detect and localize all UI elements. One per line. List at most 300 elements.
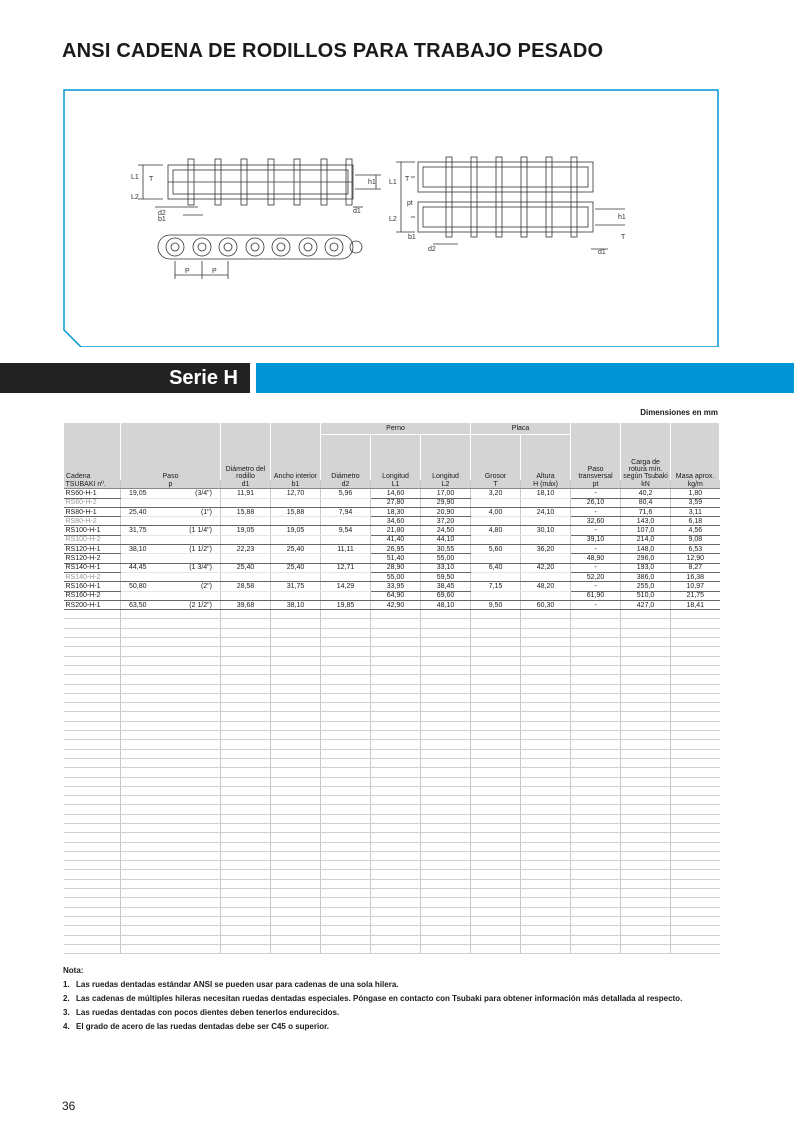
empty-row <box>64 740 720 749</box>
empty-cell <box>271 684 321 693</box>
empty-row <box>64 898 720 907</box>
notes <box>63 964 723 1034</box>
table-cell: 7,94 <box>321 507 371 516</box>
empty-cell <box>64 628 121 637</box>
empty-cell <box>571 638 621 647</box>
empty-cell <box>571 916 621 925</box>
empty-cell <box>371 861 421 870</box>
empty-cell <box>421 712 471 721</box>
empty-cell <box>571 851 621 860</box>
table-cell: 193,0 <box>621 563 671 572</box>
table-cell <box>271 517 321 526</box>
empty-cell <box>521 944 571 953</box>
empty-cell <box>271 740 321 749</box>
empty-row <box>64 916 720 925</box>
empty-cell <box>64 777 121 786</box>
empty-cell <box>321 749 371 758</box>
note-item <box>63 978 723 992</box>
table-cell <box>321 591 371 600</box>
empty-cell <box>421 851 471 860</box>
empty-cell <box>521 749 571 758</box>
empty-cell <box>421 610 471 619</box>
empty-cell <box>671 833 720 842</box>
table-cell: 33,10 <box>421 563 471 572</box>
empty-cell <box>321 851 371 860</box>
empty-cell <box>571 898 621 907</box>
empty-row <box>64 684 720 693</box>
table-cell <box>121 572 221 581</box>
empty-cell <box>521 638 571 647</box>
empty-cell <box>321 656 371 665</box>
empty-cell <box>621 684 671 693</box>
empty-cell <box>371 768 421 777</box>
empty-cell <box>571 935 621 944</box>
empty-cell <box>521 628 571 637</box>
empty-cell <box>121 703 221 712</box>
empty-cell <box>321 870 371 879</box>
empty-cell <box>321 823 371 832</box>
table-cell: RS160-H-1 <box>64 582 121 591</box>
empty-cell <box>64 879 121 888</box>
empty-cell <box>471 656 521 665</box>
table-cell: 3,11 <box>671 507 720 516</box>
table-cell: 4,80 <box>471 526 521 535</box>
empty-row <box>64 619 720 628</box>
empty-cell <box>571 786 621 795</box>
svg-text:L1: L1 <box>389 179 397 186</box>
table-cell <box>471 517 521 526</box>
empty-cell <box>421 656 471 665</box>
empty-cell <box>221 879 271 888</box>
empty-cell <box>64 796 121 805</box>
empty-cell <box>671 610 720 619</box>
table-cell: 28,58 <box>221 582 271 591</box>
empty-row <box>64 749 720 758</box>
table-cell <box>121 545 221 554</box>
empty-cell <box>371 758 421 767</box>
empty-cell <box>571 796 621 805</box>
table-cell: 16,38 <box>671 572 720 581</box>
table-cell: 510,0 <box>621 591 671 600</box>
empty-row <box>64 721 720 730</box>
empty-cell <box>421 786 471 795</box>
empty-cell <box>671 684 720 693</box>
empty-cell <box>221 889 271 898</box>
empty-cell <box>321 861 371 870</box>
empty-cell <box>471 712 521 721</box>
table-cell: RS80-H-2 <box>64 517 121 526</box>
empty-cell <box>271 898 321 907</box>
svg-text:L1: L1 <box>131 174 139 181</box>
table-cell: 25,40 <box>271 563 321 572</box>
empty-cell <box>221 898 271 907</box>
empty-cell <box>371 851 421 860</box>
table-cell <box>121 526 221 535</box>
empty-row <box>64 935 720 944</box>
empty-cell <box>421 721 471 730</box>
table-cell: 12,71 <box>321 563 371 572</box>
empty-cell <box>621 731 671 740</box>
empty-cell <box>621 656 671 665</box>
table-cell: RS80-H-1 <box>64 507 121 516</box>
header-longitud-l1: Longitud <box>371 434 421 480</box>
table-cell: 19,05 <box>271 526 321 535</box>
empty-row <box>64 712 720 721</box>
empty-cell <box>421 879 471 888</box>
empty-cell <box>321 907 371 916</box>
table-cell: 69,60 <box>421 591 471 600</box>
empty-cell <box>671 861 720 870</box>
note-item <box>63 1006 723 1020</box>
table-cell: RS140-H-1 <box>64 563 121 572</box>
empty-cell <box>471 675 521 684</box>
note-number: 1. <box>63 980 70 989</box>
empty-cell <box>271 758 321 767</box>
table-cell: 51,40 <box>371 554 421 563</box>
table-cell: RS60-H-1 <box>64 489 121 498</box>
empty-cell <box>64 926 121 935</box>
table-cell: 32,60 <box>571 517 621 526</box>
empty-cell <box>621 758 671 767</box>
empty-cell <box>671 851 720 860</box>
empty-cell <box>621 675 671 684</box>
empty-cell <box>421 749 471 758</box>
empty-cell <box>321 712 371 721</box>
table-cell: 7,15 <box>471 582 521 591</box>
table-cell: 27,80 <box>371 498 421 507</box>
empty-cell <box>221 796 271 805</box>
empty-cell <box>64 647 121 656</box>
symbol-cell: d1 <box>221 480 271 489</box>
empty-cell <box>571 675 621 684</box>
empty-cell <box>571 628 621 637</box>
pitch-mm: 44,45 <box>129 564 147 572</box>
empty-cell <box>321 805 371 814</box>
table-cell: RS160-H-2 <box>64 591 121 600</box>
empty-cell <box>621 638 671 647</box>
svg-text:T: T <box>405 176 410 183</box>
empty-cell <box>271 703 321 712</box>
table-cell: 18,10 <box>521 489 571 498</box>
empty-cell <box>621 879 671 888</box>
table-cell: - <box>571 526 621 535</box>
empty-cell <box>221 814 271 823</box>
empty-cell <box>521 675 571 684</box>
page-number: 36 <box>62 1099 76 1113</box>
svg-text:d2: d2 <box>428 246 436 253</box>
empty-row <box>64 861 720 870</box>
svg-text:h1: h1 <box>618 214 626 221</box>
empty-cell <box>621 610 671 619</box>
empty-cell <box>371 935 421 944</box>
table-cell: 427,0 <box>621 600 671 609</box>
empty-cell <box>621 814 671 823</box>
table-cell: 48,90 <box>571 554 621 563</box>
table-cell: 71,6 <box>621 507 671 516</box>
empty-cell <box>321 693 371 702</box>
note-text: Las ruedas dentadas estándar ANSI se pueden usar para cadenas de una sola hilera. <box>76 980 399 989</box>
empty-cell <box>221 619 271 628</box>
table-cell <box>271 591 321 600</box>
table-row <box>64 489 720 498</box>
empty-cell <box>221 777 271 786</box>
empty-row <box>64 768 720 777</box>
empty-cell <box>321 758 371 767</box>
empty-cell <box>371 749 421 758</box>
empty-cell <box>471 898 521 907</box>
empty-cell <box>121 628 221 637</box>
empty-cell <box>321 926 371 935</box>
empty-cell <box>571 870 621 879</box>
empty-cell <box>64 721 121 730</box>
empty-row <box>64 786 720 795</box>
header-group-pasador: Perno <box>321 423 471 434</box>
empty-cell <box>421 861 471 870</box>
empty-cell <box>671 749 720 758</box>
table-cell: 9,08 <box>671 535 720 544</box>
empty-cell <box>621 749 671 758</box>
table-cell: 15,88 <box>221 507 271 516</box>
empty-cell <box>421 823 471 832</box>
table-cell: 143,0 <box>621 517 671 526</box>
empty-cell <box>121 740 221 749</box>
empty-cell <box>64 758 121 767</box>
empty-cell <box>471 879 521 888</box>
notes-title: Nota: <box>63 966 84 975</box>
empty-row <box>64 944 720 953</box>
table-row <box>64 582 720 591</box>
empty-cell <box>521 861 571 870</box>
empty-cell <box>671 740 720 749</box>
table-cell <box>271 535 321 544</box>
empty-cell <box>521 823 571 832</box>
empty-cell <box>471 833 521 842</box>
header-diametro-rodillo: Diámetro del rodillo <box>221 423 271 480</box>
empty-cell <box>121 768 221 777</box>
pitch-mm: 63,50 <box>129 601 147 609</box>
empty-cell <box>371 926 421 935</box>
table-cell <box>221 535 271 544</box>
table-row <box>64 535 720 544</box>
empty-cell <box>371 656 421 665</box>
empty-cell <box>571 907 621 916</box>
empty-cell <box>621 833 671 842</box>
pitch-mm: 50,80 <box>129 582 147 590</box>
table-cell <box>471 535 521 544</box>
table-cell: 6,53 <box>671 545 720 554</box>
empty-cell <box>471 628 521 637</box>
table-cell: 255,0 <box>621 582 671 591</box>
table-cell: 3,59 <box>671 498 720 507</box>
header-longitud-l2: Longitud <box>421 434 471 480</box>
empty-cell <box>471 647 521 656</box>
table-cell <box>121 600 221 609</box>
header-cadena: Cadena <box>64 423 121 480</box>
empty-cell <box>521 786 571 795</box>
empty-cell <box>421 870 471 879</box>
empty-cell <box>121 712 221 721</box>
table-cell: 9,50 <box>471 600 521 609</box>
empty-cell <box>221 731 271 740</box>
empty-cell <box>621 768 671 777</box>
empty-cell <box>121 665 221 674</box>
table-cell <box>121 507 221 516</box>
empty-cell <box>271 786 321 795</box>
table-cell: 24,10 <box>521 507 571 516</box>
empty-cell <box>471 814 521 823</box>
empty-cell <box>621 703 671 712</box>
pitch-inch: (2") <box>200 582 212 590</box>
empty-cell <box>471 907 521 916</box>
pitch-inch: (1 1/4") <box>189 527 212 535</box>
empty-cell <box>371 638 421 647</box>
section-banner-accent <box>256 363 794 393</box>
empty-row <box>64 907 720 916</box>
empty-cell <box>371 647 421 656</box>
empty-cell <box>121 916 221 925</box>
empty-cell <box>671 647 720 656</box>
table-cell: 19,85 <box>321 600 371 609</box>
empty-row <box>64 758 720 767</box>
empty-cell <box>571 684 621 693</box>
svg-text:T: T <box>149 176 154 183</box>
header-masa: Masa aprox. <box>671 423 720 480</box>
table-cell: 1,80 <box>671 489 720 498</box>
empty-cell <box>371 721 421 730</box>
empty-cell <box>121 814 221 823</box>
empty-cell <box>371 898 421 907</box>
empty-cell <box>64 861 121 870</box>
symbol-cell: TSUBAKI nº. <box>64 480 121 489</box>
table-cell: 44,10 <box>421 535 471 544</box>
empty-cell <box>621 907 671 916</box>
symbol-cell: b1 <box>271 480 321 489</box>
empty-cell <box>121 926 221 935</box>
note-number: 4. <box>63 1022 70 1031</box>
empty-row <box>64 777 720 786</box>
empty-cell <box>64 619 121 628</box>
empty-cell <box>621 777 671 786</box>
empty-cell <box>421 638 471 647</box>
empty-row <box>64 638 720 647</box>
empty-cell <box>221 786 271 795</box>
empty-cell <box>271 916 321 925</box>
symbol-cell: d2 <box>321 480 371 489</box>
svg-text:d1: d1 <box>598 249 606 256</box>
pitch-inch: (1 3/4") <box>189 564 212 572</box>
empty-cell <box>321 833 371 842</box>
table-cell <box>471 591 521 600</box>
table-cell: 11,91 <box>221 489 271 498</box>
empty-cell <box>521 870 571 879</box>
empty-cell <box>221 907 271 916</box>
pitch-mm: 25,40 <box>129 508 147 516</box>
empty-cell <box>271 721 321 730</box>
empty-cell <box>671 712 720 721</box>
table-cell: 37,20 <box>421 517 471 526</box>
empty-cell <box>321 703 371 712</box>
empty-cell <box>621 805 671 814</box>
table-cell <box>221 591 271 600</box>
chain-diagram <box>63 89 719 347</box>
table-cell <box>121 498 221 507</box>
empty-cell <box>621 628 671 637</box>
empty-cell <box>371 823 421 832</box>
empty-cell <box>521 758 571 767</box>
symbol-cell: kN <box>621 480 671 489</box>
empty-cell <box>64 693 121 702</box>
empty-cell <box>621 870 671 879</box>
table-cell <box>471 498 521 507</box>
table-cell <box>271 498 321 507</box>
empty-cell <box>221 749 271 758</box>
empty-cell <box>371 610 421 619</box>
empty-cell <box>421 833 471 842</box>
pitch-inch: (2 1/2") <box>189 601 212 609</box>
table-cell: 64,90 <box>371 591 421 600</box>
empty-cell <box>671 693 720 702</box>
table-cell: 3,20 <box>471 489 521 498</box>
table-cell <box>521 535 571 544</box>
empty-cell <box>371 833 421 842</box>
empty-cell <box>571 703 621 712</box>
empty-cell <box>571 693 621 702</box>
empty-row <box>64 665 720 674</box>
empty-cell <box>221 675 271 684</box>
table-cell: 19,05 <box>221 526 271 535</box>
empty-cell <box>521 712 571 721</box>
note-text: Las cadenas de múltiples hileras necesitan ruedas dentadas especiales. Póngase en contacto con Tsubaki para obtener información más detallada al respecto. <box>76 994 683 1003</box>
empty-cell <box>64 740 121 749</box>
table-cell <box>121 591 221 600</box>
empty-cell <box>471 935 521 944</box>
table-cell: 30,10 <box>521 526 571 535</box>
empty-cell <box>371 628 421 637</box>
empty-cell <box>621 786 671 795</box>
symbol-cell: L2 <box>421 480 471 489</box>
table-cell: 36,20 <box>521 545 571 554</box>
table-cell: 107,0 <box>621 526 671 535</box>
empty-cell <box>321 879 371 888</box>
empty-cell <box>421 768 471 777</box>
empty-cell <box>371 703 421 712</box>
empty-cell <box>221 823 271 832</box>
table-cell: 148,0 <box>621 545 671 554</box>
empty-cell <box>64 684 121 693</box>
svg-text:b1: b1 <box>158 216 166 223</box>
symbol-cell: kg/m <box>671 480 720 489</box>
empty-cell <box>121 861 221 870</box>
header-paso-transversal: Paso transversal <box>571 423 621 480</box>
empty-cell <box>271 749 321 758</box>
empty-cell <box>321 740 371 749</box>
empty-cell <box>571 731 621 740</box>
pitch-inch: (1 1/2") <box>189 545 212 553</box>
table-cell: 38,45 <box>421 582 471 591</box>
empty-cell <box>571 926 621 935</box>
empty-cell <box>271 805 321 814</box>
table-cell <box>121 563 221 572</box>
empty-cell <box>521 805 571 814</box>
empty-cell <box>621 693 671 702</box>
table-cell: 17,00 <box>421 489 471 498</box>
empty-cell <box>671 758 720 767</box>
empty-cell <box>221 665 271 674</box>
table-cell: 39,68 <box>221 600 271 609</box>
empty-cell <box>621 647 671 656</box>
empty-cell <box>471 851 521 860</box>
table-cell: - <box>571 563 621 572</box>
